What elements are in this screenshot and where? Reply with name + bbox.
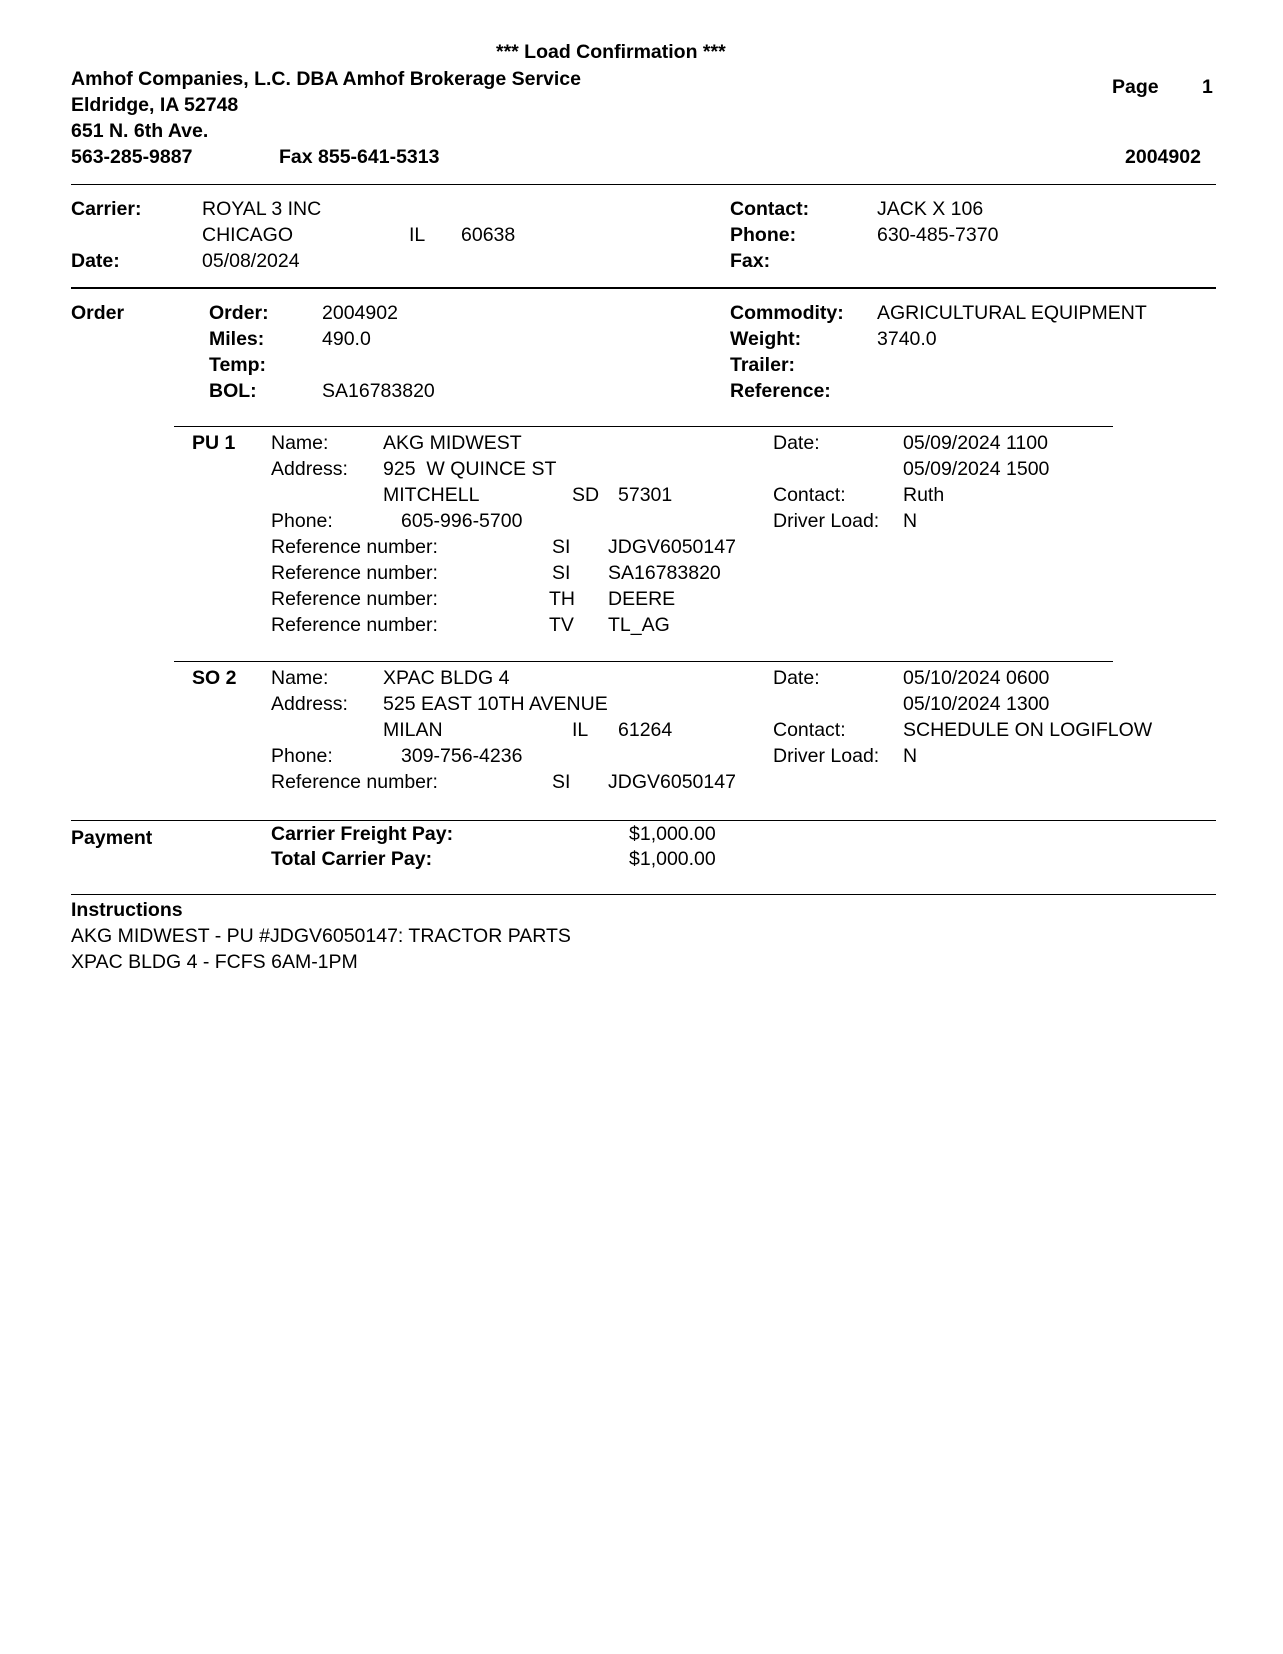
commodity-label: Commodity:: [730, 302, 844, 324]
broker-company: Amhof Companies, L.C. DBA Amhof Brokerage Service: [71, 68, 581, 90]
stop-zip: 57301: [618, 484, 673, 506]
broker-fax: Fax 855-641-5313: [279, 146, 440, 168]
order-label: Order:: [209, 302, 269, 324]
temp-label: Temp:: [209, 354, 267, 376]
reference-type: SI: [552, 536, 571, 558]
stop-date-end: 05/09/2024 1500: [903, 458, 1050, 480]
stop-state: SD: [572, 484, 600, 506]
stop-city: MITCHELL: [383, 484, 480, 506]
freight-pay-amount: $1,000.00: [629, 823, 716, 845]
divider: [71, 894, 1216, 895]
freight-pay-label: Carrier Freight Pay:: [271, 823, 454, 845]
reference-number-label: Reference number:: [271, 614, 438, 636]
contact-label: Contact:: [730, 198, 810, 220]
carrier-label: Carrier:: [71, 198, 142, 220]
phone-label: Phone:: [730, 224, 797, 246]
carrier-city: CHICAGO: [202, 224, 294, 246]
instruction-line: AKG MIDWEST - PU #JDGV6050147: TRACTOR PARTS: [71, 925, 571, 947]
trailer-label: Trailer:: [730, 354, 796, 376]
address-label: Address:: [271, 693, 348, 715]
carrier-contact: JACK X 106: [877, 198, 984, 220]
stop-date-end: 05/10/2024 1300: [903, 693, 1050, 715]
driver-load-label: Driver Load:: [773, 745, 880, 767]
date-label: Date:: [773, 667, 820, 689]
order-commodity: AGRICULTURAL EQUIPMENT: [877, 302, 1147, 324]
divider: [71, 820, 1216, 821]
broker-street: 651 N. 6th Ave.: [71, 120, 209, 142]
name-label: Name:: [271, 667, 329, 689]
header-order-number: 2004902: [1125, 146, 1201, 168]
reference-number-label: Reference number:: [271, 588, 438, 610]
weight-label: Weight:: [730, 328, 802, 350]
stop-phone: 605-996-5700: [401, 510, 523, 532]
payment-section-label: Payment: [71, 827, 153, 849]
document-title: *** Load Confirmation ***: [496, 41, 726, 63]
contact-label: Contact:: [773, 719, 846, 741]
page-number: 1: [1202, 76, 1213, 98]
broker-phone: 563-285-9887: [71, 146, 193, 168]
page-label: Page: [1112, 76, 1159, 98]
reference-number-label: Reference number:: [271, 771, 438, 793]
stop-address: 925 W QUINCE ST: [383, 458, 557, 480]
driver-load-value: N: [903, 510, 918, 532]
contact-label: Contact:: [773, 484, 846, 506]
phone-label: Phone:: [271, 510, 333, 532]
divider: [71, 184, 1216, 185]
reference-value: SA16783820: [608, 562, 721, 584]
reference-value: JDGV6050147: [608, 771, 736, 793]
stop-date-start: 05/10/2024 0600: [903, 667, 1050, 689]
total-pay-label: Total Carrier Pay:: [271, 848, 433, 870]
name-label: Name:: [271, 432, 329, 454]
divider: [71, 287, 1216, 289]
stop-date-start: 05/09/2024 1100: [903, 432, 1048, 454]
stop-city: MILAN: [383, 719, 443, 741]
carrier-phone: 630-485-7370: [877, 224, 999, 246]
reference-label: Reference:: [730, 380, 831, 402]
driver-load-label: Driver Load:: [773, 510, 880, 532]
carrier-name: ROYAL 3 INC: [202, 198, 322, 220]
stop-name: AKG MIDWEST: [383, 432, 522, 454]
fax-label: Fax:: [730, 250, 771, 272]
order-weight: 3740.0: [877, 328, 937, 350]
reference-value: JDGV6050147: [608, 536, 736, 558]
total-pay-amount: $1,000.00: [629, 848, 716, 870]
stop-name: XPAC BLDG 4: [383, 667, 510, 689]
instructions-label: Instructions: [71, 899, 183, 921]
confirmation-date: 05/08/2024: [202, 250, 300, 272]
stop-contact: SCHEDULE ON LOGIFLOW: [903, 719, 1153, 741]
driver-load-value: N: [903, 745, 918, 767]
order-section-label: Order: [71, 302, 125, 324]
miles-label: Miles:: [209, 328, 265, 350]
reference-value: TL_AG: [608, 614, 670, 636]
instruction-line: XPAC BLDG 4 - FCFS 6AM-1PM: [71, 951, 358, 973]
order-number: 2004902: [322, 302, 398, 324]
stop-zip: 61264: [618, 719, 673, 741]
reference-number-label: Reference number:: [271, 536, 438, 558]
stop-address: 525 EAST 10TH AVENUE: [383, 693, 608, 715]
broker-city: Eldridge, IA 52748: [71, 94, 239, 116]
reference-type: TV: [549, 614, 574, 636]
date-label: Date:: [773, 432, 820, 454]
stop-contact: Ruth: [903, 484, 945, 506]
reference-type: SI: [552, 771, 571, 793]
carrier-state: IL: [409, 224, 426, 246]
reference-number-label: Reference number:: [271, 562, 438, 584]
date-label: Date:: [71, 250, 120, 272]
carrier-zip: 60638: [461, 224, 516, 246]
reference-type: TH: [549, 588, 575, 610]
order-miles: 490.0: [322, 328, 371, 350]
address-label: Address:: [271, 458, 348, 480]
stop-state: IL: [572, 719, 589, 741]
divider: [174, 661, 1113, 662]
stop-phone: 309-756-4236: [401, 745, 523, 767]
order-bol: SA16783820: [322, 380, 435, 402]
bol-label: BOL:: [209, 380, 257, 402]
stop-code: SO 2: [192, 667, 237, 689]
phone-label: Phone:: [271, 745, 333, 767]
stop-code: PU 1: [192, 432, 236, 454]
reference-value: DEERE: [608, 588, 676, 610]
divider: [174, 426, 1113, 427]
reference-type: SI: [552, 562, 571, 584]
